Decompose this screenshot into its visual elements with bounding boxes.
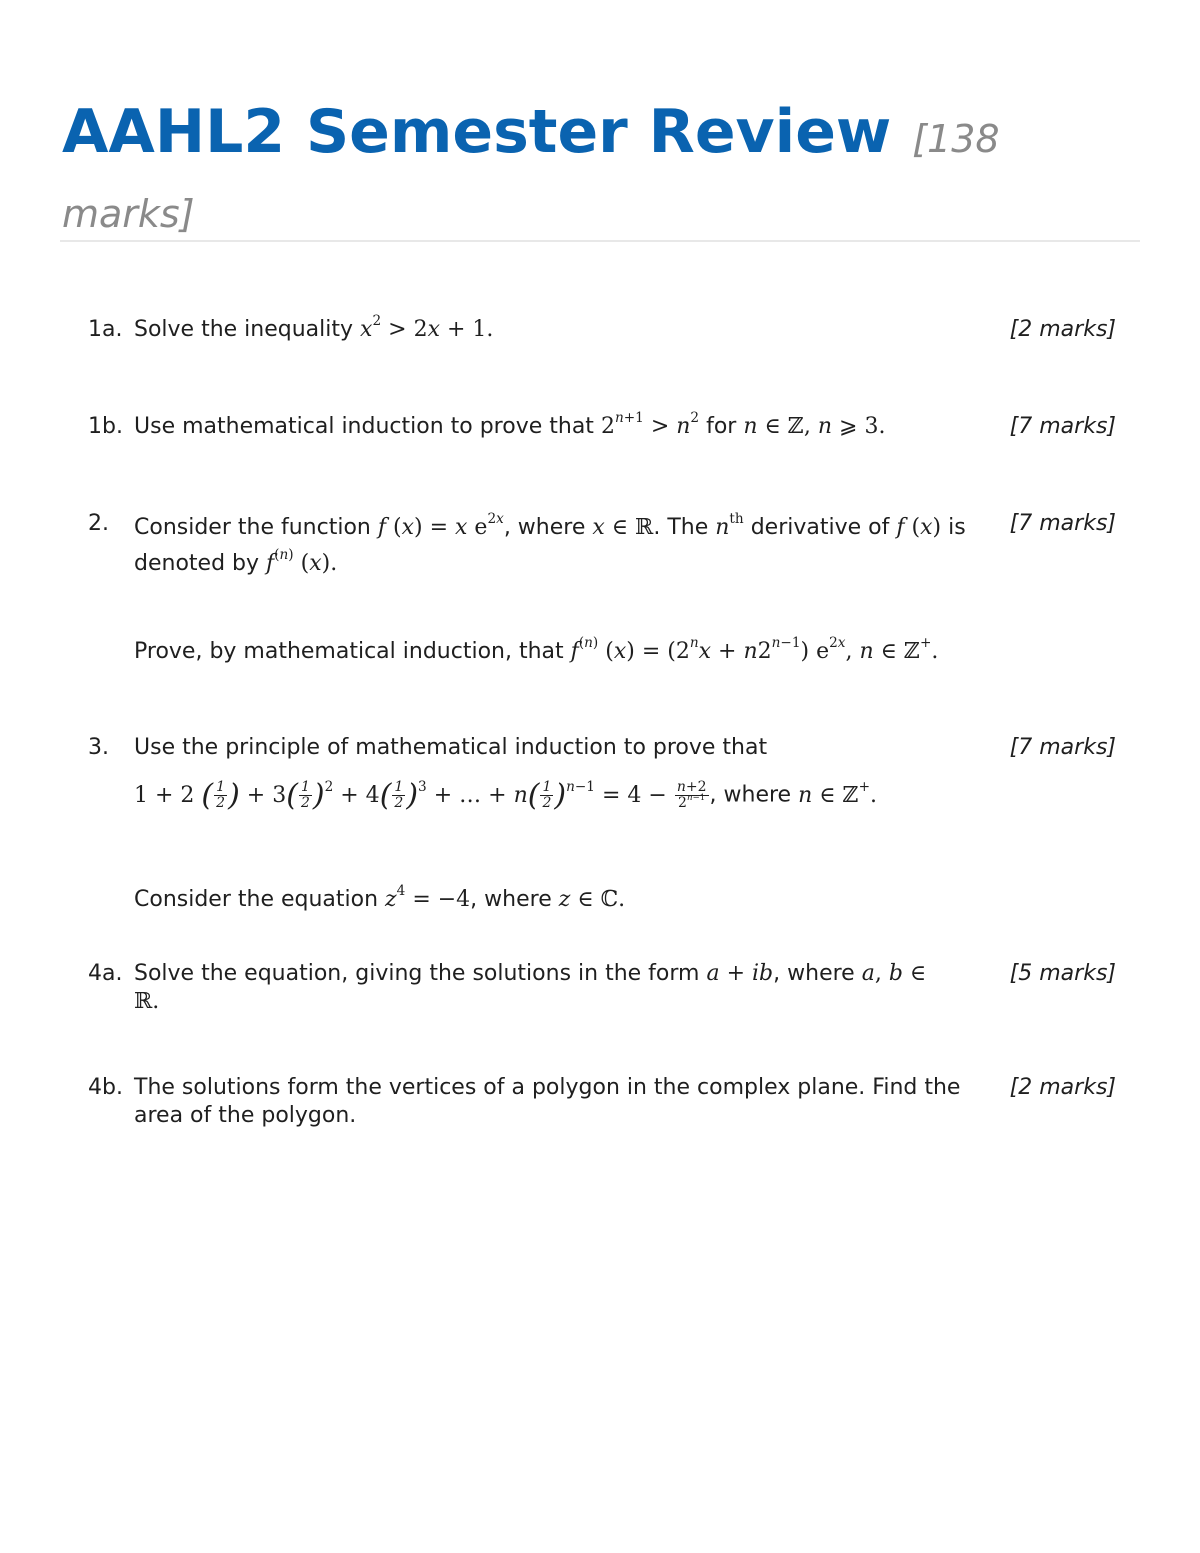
question-text: Use mathematical induction to prove that $2^{n+1} > n^2$ for n ∈ ℤ, n ⩾ 3. [134, 410, 886, 439]
marks-label: [7 marks] [1009, 414, 1116, 439]
question-1a [88, 313, 1118, 348]
question-3 [88, 734, 1118, 834]
question-number: 1a. [88, 317, 123, 342]
math-expression: $2^{n+1} > n^2$ [600, 410, 700, 439]
question-number: 4a. [88, 961, 123, 986]
marks-label: [2 marks] [1009, 317, 1116, 342]
math-domain: n ∈ ℤ, n ⩾ 3. [743, 414, 886, 439]
question-text: Consider the function f (x) = x $e^{2x}$, where x ∈ ℝ. The $n^{th}$ derivative of f (x) is denoted by $f^{(n)}$ (x). Prove, by mathematical induction, that $f^{(n)}$ $(x) = (2^nx + n2^{n-1})$ $e^{2x}$, n ∈ ℤ+. [134, 511, 966, 664]
question-2 [88, 510, 1118, 680]
marks-label: [7 marks] [1009, 735, 1116, 760]
question-text: Solve the inequality $x^2 > 2x + 1$. [134, 313, 494, 342]
math-function: f (x) = x $e^{2x}$ [377, 511, 504, 540]
page-title [62, 98, 1122, 248]
marks-label: [7 marks] [1009, 511, 1116, 536]
question-text: Solve the equation, giving the solutions in the form a + ib, where a, b ∈ ℝ. [134, 961, 927, 1014]
question-number: 1b. [88, 414, 123, 439]
question-1b [88, 410, 1118, 445]
question-4-stem [88, 883, 1118, 918]
title-divider [60, 240, 1140, 242]
question-text: Use the principle of mathematical induction to prove that 1 + 2 ( $\frac{1}{2}$ ) + 3( $\frac{1}{2}$ )$^2$ + 4( $\frac{1}{2}$ )$^3$ + … + n( $\frac{1}{2}$ )$^{n-1}$ = 4 − $\frac{n+2}{2^{n-1}}$ , where n ∈ ℤ+. [134, 735, 878, 813]
marks-label: [2 marks] [1009, 1075, 1116, 1100]
math-formula: $f^{(n)}$ $(x) = (2^nx + n2^{n-1})$ $e^{2x}$, n ∈ ℤ+. [570, 635, 939, 664]
total-marks: [138 marks] [62, 117, 1000, 236]
title-text: AAHL2 Semester Review [62, 97, 892, 167]
marks-label: [5 marks] [1009, 961, 1116, 986]
question-number: 3. [88, 735, 109, 760]
question-4a [88, 960, 1118, 1020]
stem-text: Consider the equation $z^4 = -4$, where z ∈ ℂ. [134, 883, 626, 912]
question-number: 2. [88, 511, 109, 536]
math-equation: $z^4 = -4$ [385, 883, 471, 912]
question-4b [88, 1074, 1118, 1134]
math-series: 1 + 2 ( $\frac{1}{2}$ ) + 3( $\frac{1}{2}$ )$^2$ + 4( $\frac{1}{2}$ )$^3$ + … + n( $\frac{1}{2}$ )$^{n-1}$ = 4 − $\frac{n+2}{2^{n-1}}$ [134, 777, 707, 813]
question-text: The solutions form the vertices of a polygon in the complex plane. Find the area of the polygon. [134, 1075, 961, 1128]
question-number: 4b. [88, 1075, 123, 1100]
math-inequality: $x^2 > 2x + 1$. [360, 313, 494, 342]
